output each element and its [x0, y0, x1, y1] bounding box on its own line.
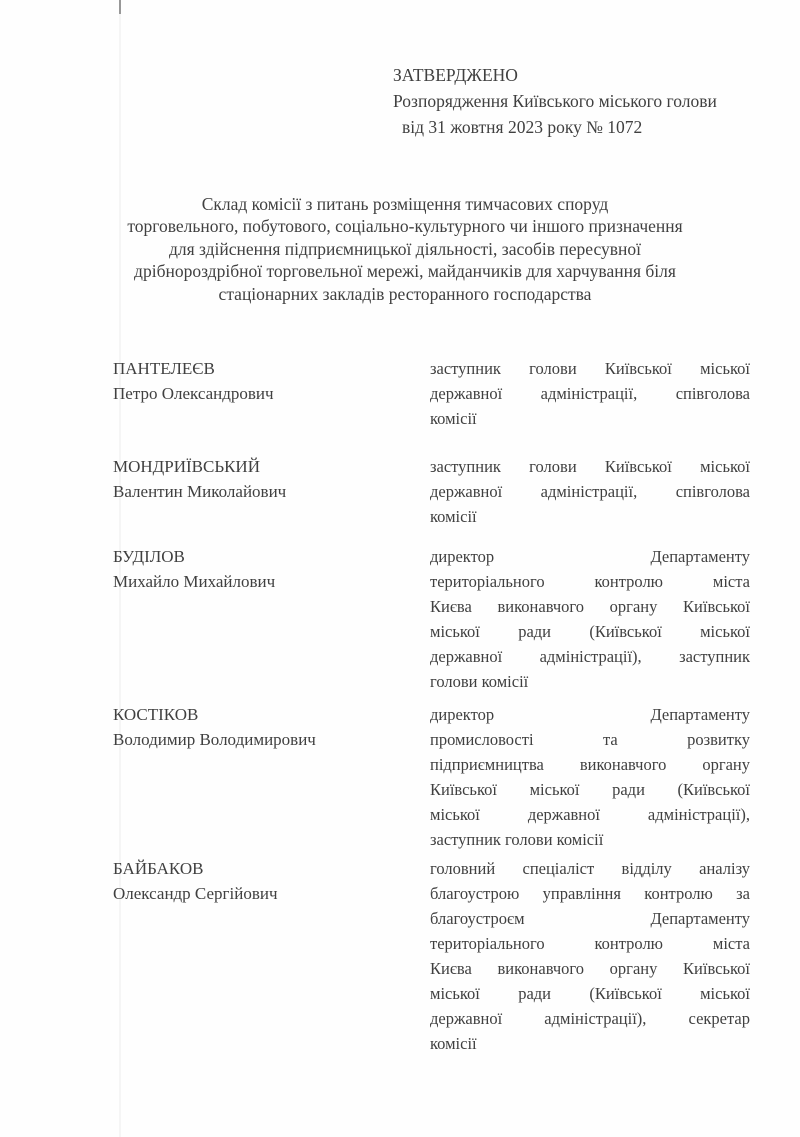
member-row: [113, 856, 750, 1056]
approval-block: [393, 62, 717, 140]
member-role-line: Київської міської ради (Київської: [430, 780, 750, 799]
commission-members-list: [113, 356, 750, 1056]
member-role-line: державної адміністрації), секретар: [430, 1009, 750, 1028]
member-given-name: Михайло Михайлович: [113, 572, 276, 591]
member-role-line: територіального контролю міста: [430, 934, 750, 953]
member-name: [113, 544, 430, 594]
member-name: [113, 856, 430, 906]
member-role: [430, 544, 750, 694]
member-role-line: Києва виконавчого органу Київської: [430, 959, 750, 978]
member-surname: БУДІЛОВ: [113, 547, 185, 566]
document-title: [60, 193, 750, 305]
member-name: [113, 702, 430, 752]
member-role-line: промисловості та розвитку: [430, 730, 750, 749]
member-role: [430, 702, 750, 852]
member-role-line: міської державної адміністрації),: [430, 805, 750, 824]
member-role-line: заступник голови Київської міської: [430, 457, 750, 476]
approval-date-line: від 31 жовтня 2023 року № 1072: [402, 117, 643, 137]
member-role-line: державної адміністрації), заступник: [430, 647, 750, 666]
approval-order-line: Розпорядження Київського міського голови: [393, 91, 717, 111]
member-role-line: комісії: [430, 1034, 477, 1053]
member-role: [430, 454, 750, 529]
member-role-line: заступник голови Київської міської: [430, 359, 750, 378]
member-role-line: благоустрою управління контролю за: [430, 884, 750, 903]
scan-artifact-tick: [119, 0, 121, 14]
document-title-line: дрібнороздрібної торговельної мережі, майданчиків для харчування біля: [134, 261, 676, 282]
member-role-line: підприємництва виконавчого органу: [430, 755, 750, 774]
member-role-line: головний спеціаліст відділу аналізу: [430, 859, 750, 878]
member-role-line: комісії: [430, 507, 477, 526]
member-row: [113, 702, 750, 852]
member-given-name: Олександр Сергійович: [113, 884, 278, 903]
member-given-name: Петро Олександрович: [113, 384, 274, 403]
document-title-line: для здійснення підприємницької діяльності, засобів пересувної: [168, 238, 642, 259]
member-surname: КОСТІКОВ: [113, 705, 199, 724]
member-surname: МОНДРИЇВСЬКИЙ: [113, 457, 260, 476]
member-role-line: директор Департаменту: [430, 705, 750, 724]
member-role-line: благоустроєм Департаменту: [430, 909, 750, 928]
member-role-line: міської ради (Київської міської: [430, 622, 750, 641]
member-role-line: державної адміністрації, співголова: [430, 384, 750, 403]
member-role-line: голови комісії: [430, 672, 529, 691]
member-given-name: Володимир Володимирович: [113, 730, 316, 749]
member-surname: ПАНТЕЛЕЄВ: [113, 359, 215, 378]
member-role-line: державної адміністрації, співголова: [430, 482, 750, 501]
member-surname: БАЙБАКОВ: [113, 859, 204, 878]
document-title-line: Склад комісії з питань розміщення тимчасових споруд: [201, 194, 609, 214]
member-row: [113, 356, 750, 431]
member-name: [113, 356, 430, 406]
member-role-line: Києва виконавчого органу Київської: [430, 597, 750, 616]
member-name: [113, 454, 430, 504]
document-title-line: торговельного, побутового, соціально-культурного чи іншого призначення: [127, 216, 683, 237]
member-row: [113, 454, 750, 529]
member-role-line: комісії: [430, 409, 477, 428]
member-role-line: міської ради (Київської міської: [430, 984, 750, 1003]
document-title-line: стаціонарних закладів ресторанного господарства: [218, 283, 592, 304]
member-role: [430, 856, 750, 1056]
member-role-line: територіального контролю міста: [430, 572, 750, 591]
approval-stamp-label: ЗАТВЕРДЖЕНО: [393, 65, 518, 85]
member-given-name: Валентин Миколайович: [113, 482, 287, 501]
member-role-line: директор Департаменту: [430, 547, 750, 566]
member-role-line: заступник голови комісії: [430, 830, 604, 849]
member-role: [430, 356, 750, 431]
member-row: [113, 544, 750, 694]
